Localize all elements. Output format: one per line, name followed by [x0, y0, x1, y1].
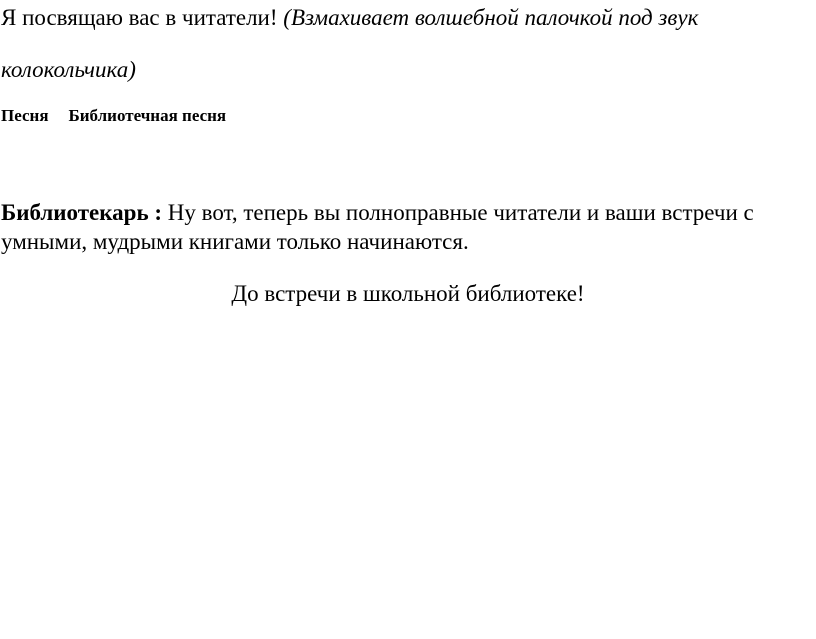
stage-direction-part2: колокольчика): [1, 57, 136, 82]
dedication-line: [1, 4, 698, 32]
stage-direction-part1: (Взмахивает волшебной палочкой под звук: [283, 5, 699, 30]
librarian-paragraph: [1, 198, 801, 256]
farewell-line: До встречи в школьной библиотеке!: [231, 281, 585, 306]
song-title: Библиотечная песня: [68, 106, 227, 125]
librarian-speech: Ну вот, теперь вы полноправные читатели и ваши встречи с умными, мудрыми книгами только начинаются.: [1, 200, 754, 254]
dedication-text: Я посвящаю вас в читатели!: [1, 5, 284, 30]
speaker-label: Библиотекарь :: [1, 200, 168, 225]
song-heading: [1, 106, 226, 126]
song-label: Песня: [1, 106, 49, 125]
